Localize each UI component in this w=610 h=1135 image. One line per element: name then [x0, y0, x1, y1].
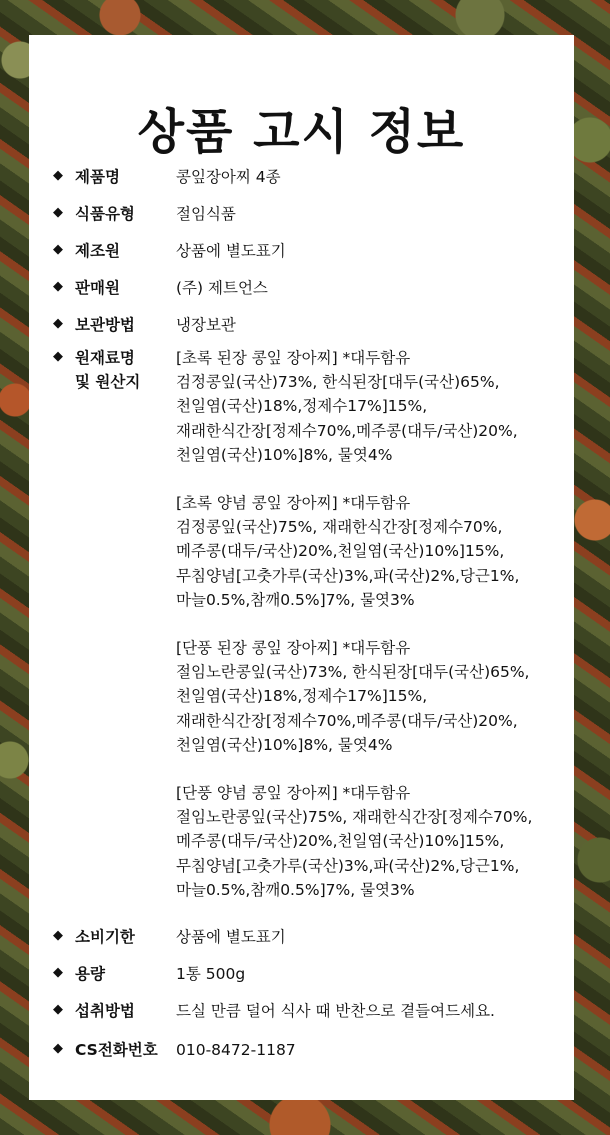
ingredient-line: [단풍 된장 콩잎 장아찌] *대두함유 — [176, 639, 411, 658]
ingredient-line: 메주콩(대두/국산)20%,천일염(국산)10%]15%, — [176, 542, 505, 561]
block-spacer — [176, 467, 532, 491]
diamond-bullet-icon: ◆ — [53, 965, 63, 980]
row-label: 소비기한 — [75, 928, 135, 946]
ingredient-line: 메주콩(대두/국산)20%,천일염(국산)10%]15%, — [176, 832, 505, 851]
row-value: 드실 만큼 덜어 식사 때 반찬으로 곁들여드세요. — [176, 1002, 495, 1020]
ingredient-line: 마늘0.5%,참깨0.5%]7%, 물엿3% — [176, 880, 415, 899]
row-value: (주) 제트언스 — [176, 279, 268, 297]
diamond-bullet-icon: ◆ — [53, 1041, 63, 1056]
block-spacer — [176, 757, 532, 781]
row-label: 용량 — [75, 965, 105, 983]
page-title: 상품 고시 정보 — [137, 104, 466, 160]
ingredient-line: 천일염(국산)10%]8%, 물엿4% — [176, 445, 393, 464]
diamond-bullet-icon: ◆ — [53, 316, 63, 331]
ingredients-label — [75, 346, 140, 394]
row-value: 상품에 별도표기 — [176, 928, 286, 946]
ingredient-line: [초록 된장 콩잎 장아찌] *대두함유 — [176, 349, 411, 367]
ingredient-line: 무침양념[고춧가루(국산)3%,파(국산)2%,당근1%, — [176, 566, 520, 585]
ingredient-line: 마늘0.5%,참깨0.5%]7%, 물엿3% — [176, 590, 415, 609]
diamond-bullet-icon: ◆ — [53, 928, 63, 943]
ingredient-line: [단풍 양념 콩잎 장아찌] *대두함유 — [176, 784, 411, 803]
diamond-bullet-icon: ◆ — [53, 279, 63, 294]
ingredient-line: 절임노란콩잎(국산)73%, 한식된장[대두(국산)65%, — [176, 663, 530, 682]
ingredient-line: 재래한식간장[정제수70%,메주콩(대두/국산)20%, — [176, 711, 518, 730]
row-value: 절임식품 — [176, 205, 236, 223]
ingredient-line: 검정콩잎(국산)75%, 재래한식간장[정제수70%, — [176, 518, 503, 537]
row-label: 식품유형 — [75, 205, 135, 223]
row-label: 섭취방법 — [75, 1002, 135, 1020]
row-label: 제품명 — [75, 168, 120, 186]
ingredient-line: 무침양념[고춧가루(국산)3%,파(국산)2%,당근1%, — [176, 856, 520, 875]
ingredients-value — [176, 346, 532, 902]
row-value: 010-8472-1187 — [176, 1041, 296, 1059]
diamond-bullet-icon: ◆ — [53, 349, 63, 364]
info-card — [29, 35, 574, 1100]
ingredient-line: 재래한식간장[정제수70%,메주콩(대두/국산)20%, — [176, 421, 518, 440]
ingredient-block-maple-seasoned — [176, 781, 532, 902]
ingredient-line: 검정콩잎(국산)73%, 한식된장[대두(국산)65%, — [176, 373, 500, 392]
row-value: 냉장보관 — [176, 316, 236, 334]
ingredients-label-line1: 원재료명 — [75, 349, 135, 367]
ingredient-line: 천일염(국산)18%,정제수17%]15%, — [176, 687, 428, 706]
ingredient-line: 천일염(국산)18%,정제수17%]15%, — [176, 397, 428, 416]
ingredient-block-green-seasoned — [176, 491, 532, 612]
ingredient-line: [초록 양념 콩잎 장아찌] *대두함유 — [176, 494, 411, 513]
row-label: 제조원 — [75, 242, 120, 260]
ingredient-line: 천일염(국산)10%]8%, 물엿4% — [176, 735, 393, 754]
diamond-bullet-icon: ◆ — [53, 1002, 63, 1017]
ingredients-label-line2: 및 원산지 — [75, 373, 141, 391]
row-value: 1통 500g — [176, 965, 246, 983]
row-label: 판매원 — [75, 279, 120, 297]
row-value: 콩잎장아찌 4종 — [176, 168, 281, 186]
ingredient-line: 절임노란콩잎(국산)75%, 재래한식간장[정제수70%, — [176, 808, 533, 827]
ingredient-block-green-soybean-paste — [176, 346, 532, 467]
row-label: CS전화번호 — [75, 1041, 158, 1059]
row-value: 상품에 별도표기 — [176, 242, 286, 260]
diamond-bullet-icon: ◆ — [53, 168, 63, 183]
ingredient-block-maple-soybean-paste — [176, 636, 532, 757]
block-spacer — [176, 612, 532, 636]
diamond-bullet-icon: ◆ — [53, 242, 63, 257]
row-label: 보관방법 — [75, 316, 135, 334]
diamond-bullet-icon: ◆ — [53, 205, 63, 220]
